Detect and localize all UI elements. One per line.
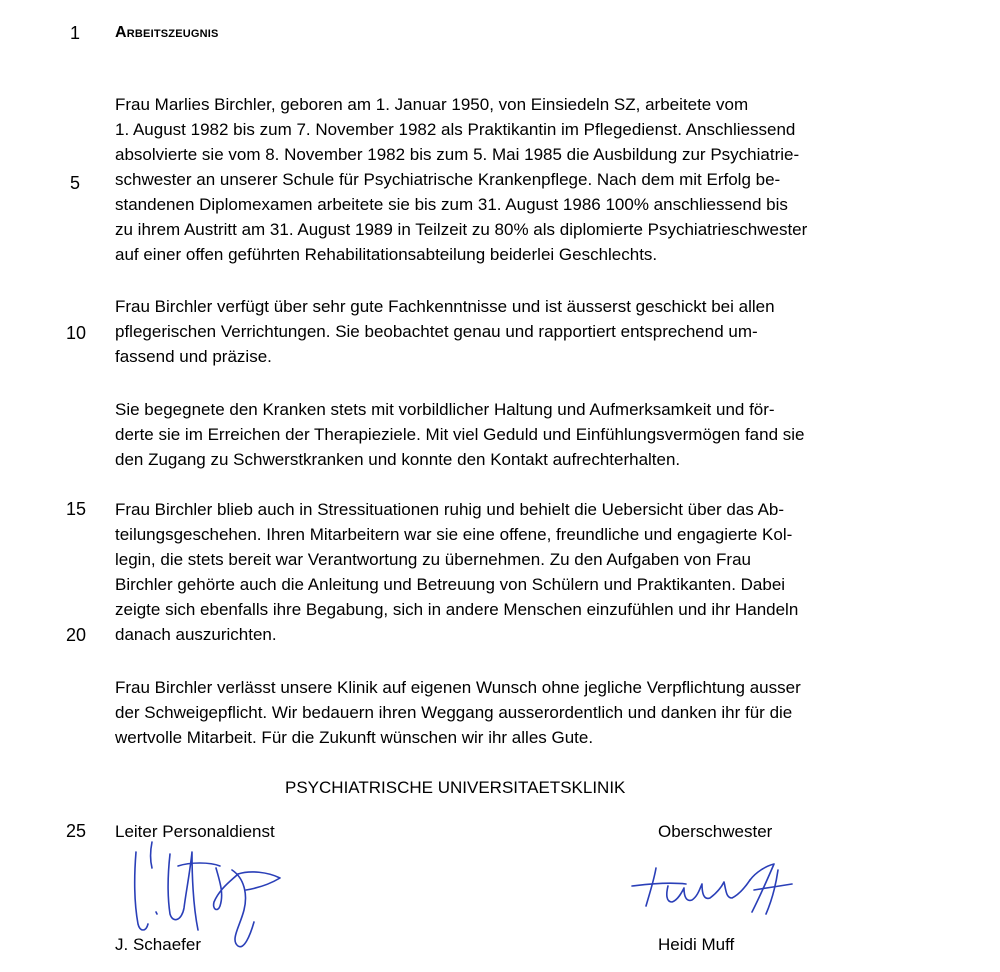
text-line: Frau Birchler verlässt unsere Klinik auf eigenen Wunsch ohne jegliche Verpflichtung ausser bbox=[115, 678, 801, 697]
signatory-name-left: J. Schaefer bbox=[115, 935, 201, 954]
text-line: 1. August 1982 bis zum 7. November 1982 als Praktikantin im Pflegedienst. Anschliessend bbox=[115, 120, 796, 139]
text-line: Birchler gehörte auch die Anleitung und Betreuung von Schülern und Praktikanten. Dabei bbox=[115, 575, 786, 594]
text-line: pflegerischen Verrichtungen. Sie beobachtet genau und rapportiert entsprechend um- bbox=[115, 322, 758, 341]
line-number-10: 10 bbox=[66, 323, 87, 343]
text-line: schwester an unserer Schule für Psychiatrische Krankenpflege. Nach dem mit Erfolg be- bbox=[115, 170, 781, 189]
text-line: teilungsgeschehen. Ihren Mitarbeitern war sie eine offene, freundliche und engagierte Kol- bbox=[115, 525, 793, 544]
text-line: den Zugang zu Schwerstkranken und konnte den Kontakt aufrechterhalten. bbox=[115, 450, 681, 469]
text-line: der Schweigepflicht. Wir bedauern ihren Weggang ausserordentlich und danken ihr für die bbox=[115, 703, 793, 722]
text-line: wertvolle Mitarbeit. Für die Zukunft wünschen wir ihr alles Gute. bbox=[115, 728, 594, 747]
signatory-role-left: Leiter Personaldienst bbox=[115, 822, 275, 841]
text-line: legin, die stets bereit war Verantwortung zu übernehmen. Zu den Aufgaben von Frau bbox=[115, 550, 752, 569]
text-line: danach auszurichten. bbox=[115, 625, 277, 644]
text-line: Sie begegnete den Kranken stets mit vorbildlicher Haltung und Aufmerksamkeit und för- bbox=[115, 400, 775, 419]
document-title: Arbeitszeugnis bbox=[115, 24, 219, 41]
line-number-25: 25 bbox=[66, 821, 87, 841]
paragraph-patient-care bbox=[115, 397, 930, 472]
paragraph-skills bbox=[115, 294, 930, 369]
line-number-20: 20 bbox=[66, 625, 87, 645]
paragraph-employment bbox=[115, 92, 930, 267]
text-line: Frau Birchler blieb auch in Stressituationen ruhig und behielt die Uebersicht über das Ab- bbox=[115, 500, 785, 519]
signatory-role-right: Oberschwester bbox=[658, 822, 773, 841]
signatory-name-right: Heidi Muff bbox=[658, 935, 735, 954]
text-line: standenen Diplomexamen arbeitete sie bis zum 31. August 1986 100% anschliessend bis bbox=[115, 195, 788, 214]
clinic-name: PSYCHIATRISCHE UNIVERSITAETSKLINIK bbox=[285, 778, 626, 797]
text-line: derte sie im Erreichen der Therapieziele. Mit viel Geduld und Einfühlungsvermögen fand sie bbox=[115, 425, 805, 444]
line-number-1: 1 bbox=[70, 23, 81, 43]
text-line: auf einer offen geführten Rehabilitationsabteilung beiderlei Geschlechts. bbox=[115, 245, 658, 264]
text-line: zeigte sich ebenfalls ihre Begabung, sich in andere Menschen einzufühlen und ihr Handeln bbox=[115, 600, 799, 619]
text-line: fassend und präzise. bbox=[115, 347, 272, 366]
text-line: Frau Marlies Birchler, geboren am 1. Januar 1950, von Einsiedeln SZ, arbeitete vom bbox=[115, 95, 749, 114]
line-number-15: 15 bbox=[66, 499, 87, 519]
text-line: Frau Birchler verfügt über sehr gute Fachkenntnisse und ist äusserst geschickt bei allen bbox=[115, 297, 775, 316]
paragraph-closing bbox=[115, 675, 930, 750]
line-number-5: 5 bbox=[70, 173, 81, 193]
text-line: absolvierte sie vom 8. November 1982 bis zum 5. Mai 1985 die Ausbildung zur Psychiatrie- bbox=[115, 145, 800, 164]
text-line: zu ihrem Austritt am 31. August 1989 in Teilzeit zu 80% als diplomierte Psychiatrieschwester bbox=[115, 220, 808, 239]
paragraph-teamwork bbox=[115, 497, 930, 647]
signature-muff bbox=[628, 860, 808, 920]
